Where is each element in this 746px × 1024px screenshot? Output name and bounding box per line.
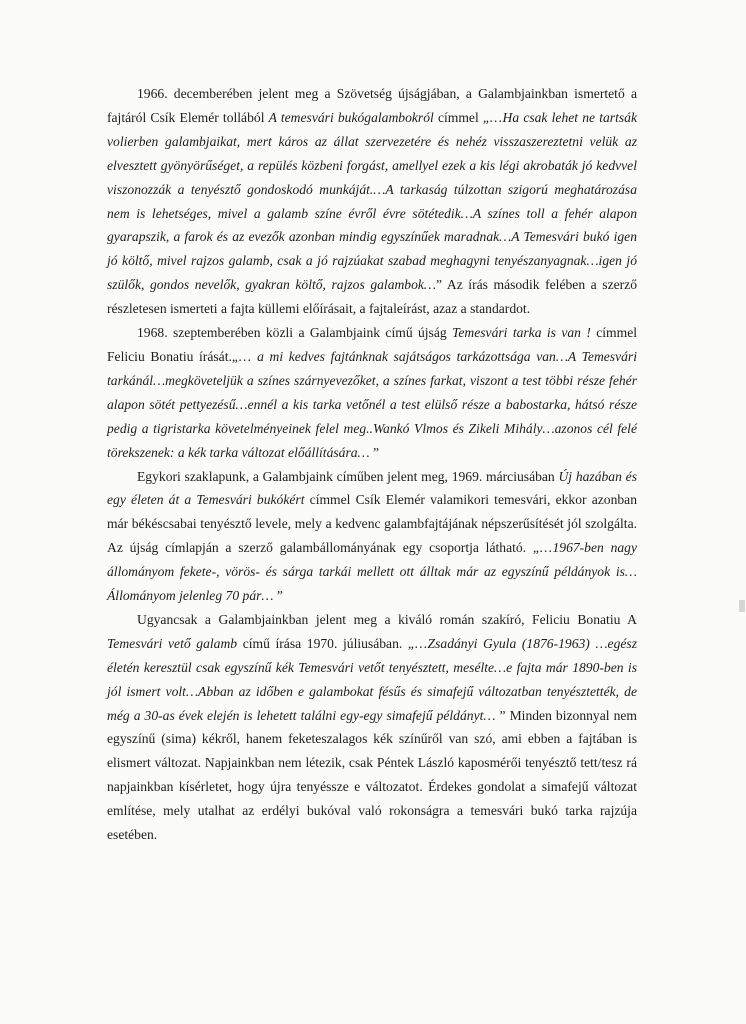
article-title-1969: Új hazában és egy életen át a Temesvári bukókért	[107, 468, 637, 508]
paragraph-1968	[107, 321, 637, 464]
article-title-1966: A temesvári bukógalambokról	[268, 109, 434, 125]
quotation-1968: a mi kedves fajtánknak sajátságos tarkázottsága van…A Temesvári tarkánál…megköveteljük a színes szárnyevezőket, a színes farkat, viszont a test többi része fehér alapon sötét pettyezésű…ennél a kis tarka vetőnél a test elülső része a babostarka, hátsó része pedig a tigristarka követelményeinek felel meg..Wankó Vlmos és Zikeli Mihály…azonos cél felé törekszenek: a kék tarka változat előállítására…	[107, 348, 637, 460]
article-title-1968: Temesvári tarka is van !	[452, 325, 591, 341]
paragraph-1969	[107, 465, 637, 608]
body-text	[107, 82, 637, 847]
text-run: Ugyancsak a Galambjainkban jelent meg a kiváló román szakíró, Feliciu Bonatiu A	[137, 611, 637, 627]
text-run: címmel Csík Elemér valamikori temesvári, ekkor azonban már békéscsabai tenyésztő levele, mely a kedvenc galambfajtájának népszerűsítését jól szolgálta. Az újság címlapján a szerző galambállományának egy csoportja látható. „…	[107, 492, 637, 556]
paragraph-1966	[107, 82, 637, 321]
text-run: című írása 1970. júliusában. „…	[237, 635, 428, 651]
text-run: ” Az írás második felében a szerző részletesen ismerteti a fajta küllemi előírásait, a fajtaleírást, azaz a standardot.	[107, 277, 638, 317]
quotation-1970: Zsadányi Gyula (1876-1963) …egész életén keresztül csak egyszínű kék Temesvári vetőt tenyésztett, mesélte…e fajta már 1890-ben is jól ismert volt…Abban az időben e galambokat fésűs és simafejű változatban tenyésztették, de még a 30-as évek elején is lehetett találni egy-egy simafejű példányt…	[107, 635, 637, 723]
text-run: címmel „…	[433, 109, 503, 125]
text-run: 1968. szeptemberében közli a Galambjaink című újság	[137, 325, 453, 341]
paragraph-1970	[107, 608, 637, 847]
text-run: címmel Feliciu Bonatiu írását.„…	[107, 325, 637, 364]
text-run: ” Minden bizonnyal nem egyszínű (sima) kékről, hanem feketeszalagos kék színűről van szó, ami ebben a fajtában is elismert változat. Napjainkban nem létezik, csak Péntek László kaposmérői tenyésztő tett/tesz rá napjainkban kísérletet, hogy újra tenyéssze e változatot. Érdekes gondolat a simafejű változat említése, mely utalhat az erdélyi bukóval való rokonságra a temesvári bukó tarka rajzúja esetében.	[107, 707, 637, 843]
quotation-1966: Ha csak lehet ne tartsák volierben galambjaikat, mert káros az állat szervezetére és nehéz visszaszereztetni velük az elvesztett gyönyörűséget, a repülés közbeni forgást, amellyel ezek a kis légi akrobaták jó kedvvel viszonozzák a tenyésztő gondoskodó munkáját.…A tarkaság túlzottan szigorú meghatározása nem is lehetséges, mivel a galamb színe évről évre sötétedik…A színes toll a fehér alapon gyarapszik, a farok és az evezők azonban mindig egyszínűek maradnak…A Temesvári bukó igen jó költő, mivel rajzos galamb, csak a jó rajzúakat szabad meghagyni tenyészanyagnak…igen jó szülők, gondos nevelők, gyakran költő, rajzos galambok…	[107, 109, 637, 293]
text-run: ”	[273, 588, 283, 604]
scan-edge-mark	[739, 600, 745, 612]
article-title-1970: Temesvári vető galamb	[107, 635, 238, 651]
quotation-1969: 1967-ben nagy állományom fekete-, vörös- és sárga tarkái mellett ott álltak már az egyszínű példányok is…Állományom jelenleg 70 pár…	[107, 540, 637, 604]
text-run: Egykori szaklapunk, a Galambjaink címűben jelent meg, 1969. márciusában	[137, 468, 559, 484]
text-run: ”	[369, 444, 380, 460]
text-run: 1966. decemberében jelent meg a Szövetség újságjában, a Galambjainkban ismertető a fajtáról Csík Elemér tollából	[107, 86, 637, 125]
